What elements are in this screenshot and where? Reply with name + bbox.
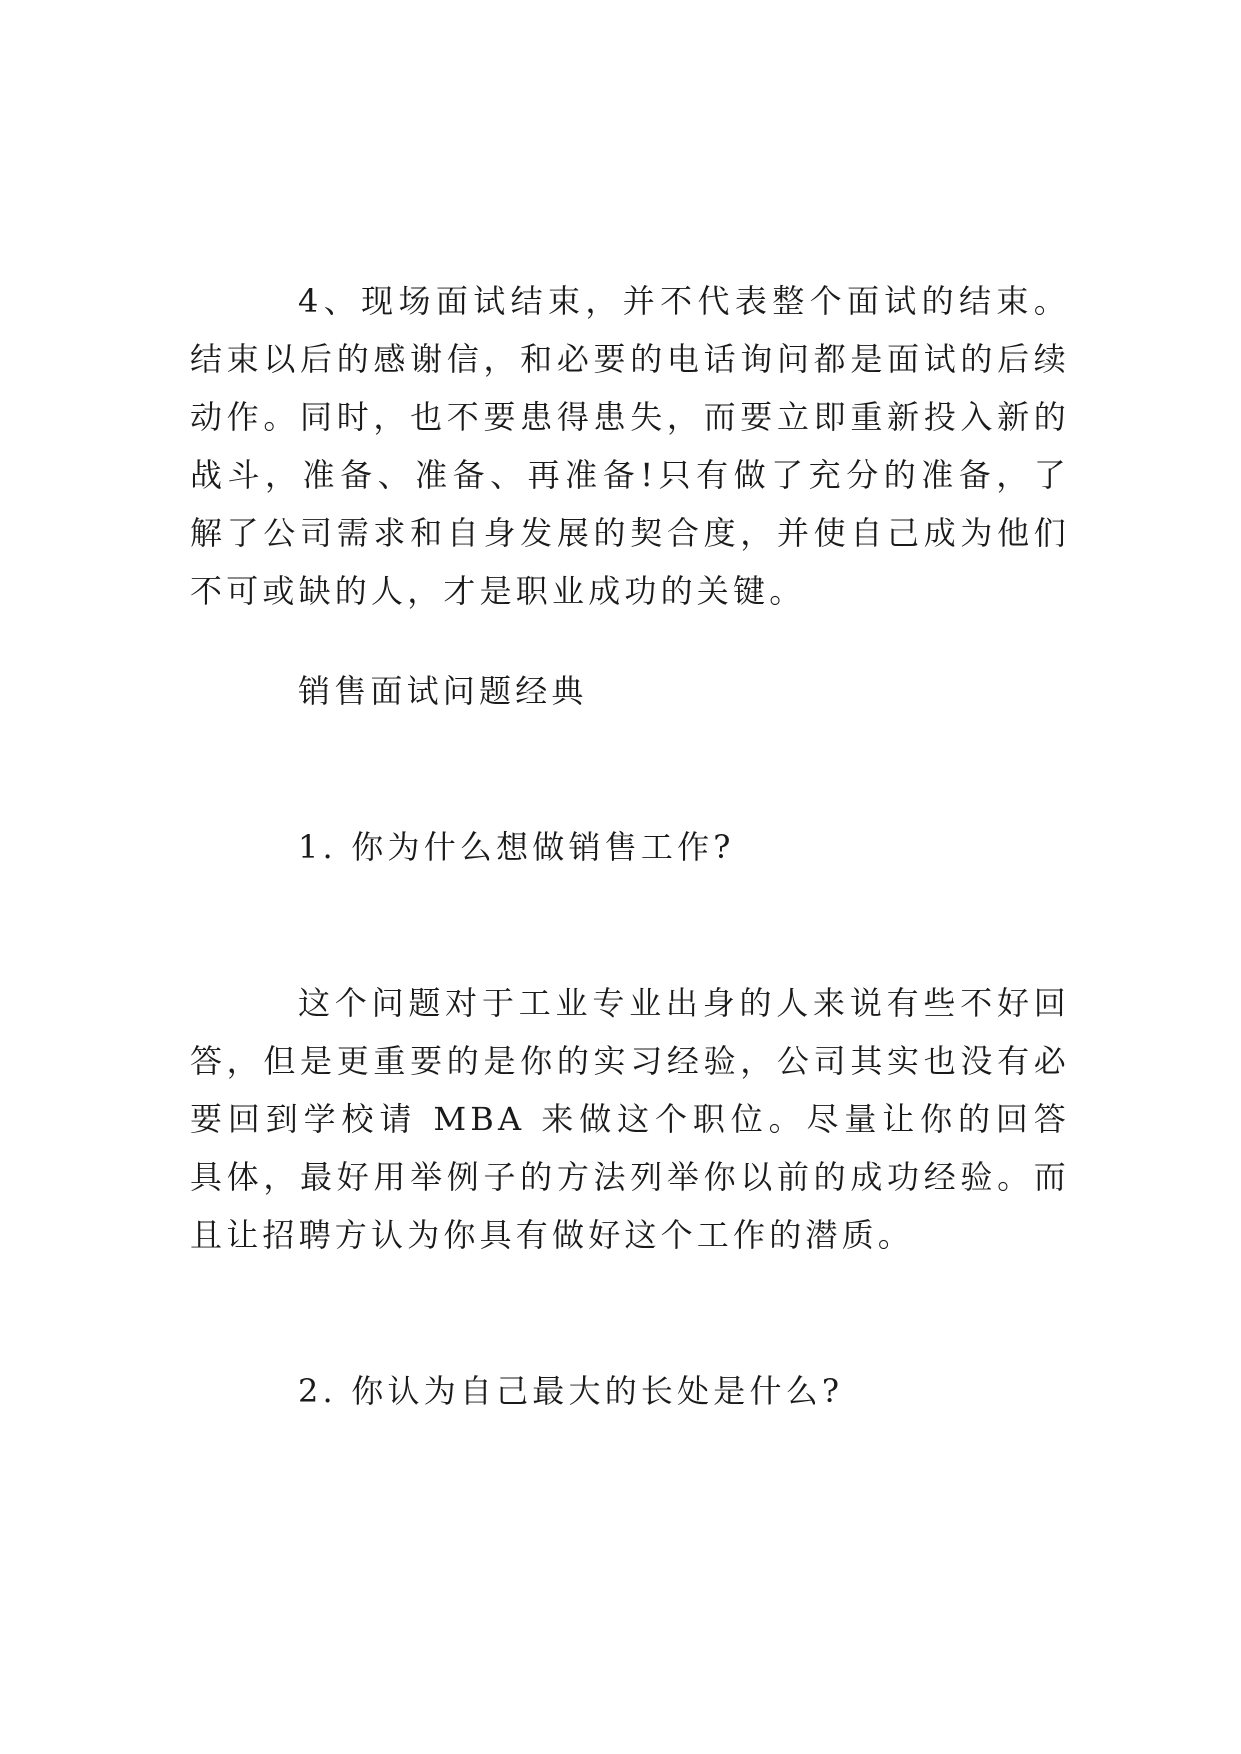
answer-1: 这个问题对于工业专业出身的人来说有些不好回答，但是更重要的是你的实习经验，公司其实也没有必要回到学校请 MBA 来做这个职位。尽量让你的回答具体，最好用举例子的方法列举你以前的成功经验。而且让招聘方认为你具有做好这个工作的潜质。 bbox=[190, 984, 1070, 1254]
paragraph-follow-up: 4、现场面试结束，并不代表整个面试的结束。结束以后的感谢信，和必要的电话询问都是面试的后续动作。同时，也不要患得患失，而要立即重新投入新的战斗，准备、准备、再准备!只有做了充分的准备，了解了公司需求和自身发展的契合度，并使自己成为他们不可或缺的人，才是职业成功的关键。 bbox=[190, 282, 1070, 610]
section-title: 销售面试问题经典 bbox=[298, 672, 588, 710]
question-1: 1. 你为什么想做销售工作? bbox=[298, 828, 735, 866]
question-2: 2. 你认为自己最大的长处是什么? bbox=[298, 1372, 844, 1410]
